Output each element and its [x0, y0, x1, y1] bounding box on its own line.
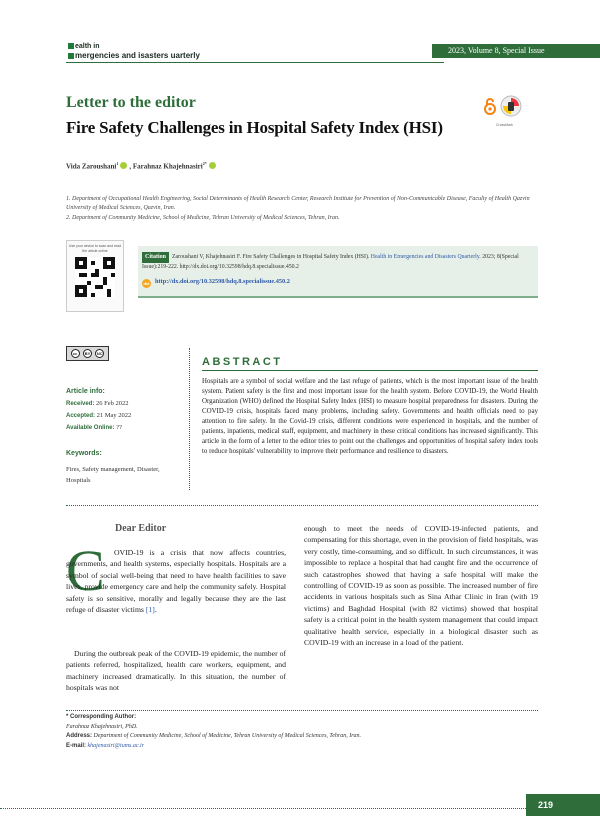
journal-logo-line1: ealth in	[75, 43, 100, 50]
bottom-rule	[0, 808, 526, 809]
info-divider	[189, 348, 190, 490]
article-type: Letter to the editor	[66, 94, 196, 111]
citation-journal-link[interactable]: Health in Emergencies and Disasters Quarterly	[370, 254, 480, 260]
accepted-line	[66, 412, 131, 419]
dropcap: C	[66, 538, 105, 603]
qr-caption: Use your device to scan and read the article online	[68, 244, 122, 253]
citation-main: Zaroushani V, Khajehnasiri F. Fire Safety Challenges in Hospital Safety Index (HSI).	[172, 254, 371, 260]
doi-icon: doi	[143, 281, 150, 286]
received-date: 26 Feb 2022	[95, 400, 129, 407]
abstract-title: ABSTRACT	[202, 356, 283, 368]
citation-box	[138, 246, 538, 298]
journal-logo	[68, 42, 200, 60]
cc-icon: cc	[71, 349, 80, 358]
abstract-rule	[202, 370, 538, 371]
orcid-icon[interactable]	[120, 162, 127, 169]
p1-text: OVID-19 is a crisis that now affects countries, governments, and health systems, especially hospitals. Hospitals are a symbol of social well-being that need to have health facilities to save lives, provide emergency care and help the community safely. Hospital safety is so sensitive, morally and legally because they are the last refuge of disaster victims	[66, 548, 286, 615]
footnote-rule	[66, 710, 538, 711]
author-2: Farahnaz Khajehnasiri	[132, 162, 203, 171]
journal-logo-line2: mergencies and isasters uarterly	[75, 51, 200, 60]
header-rule	[66, 62, 444, 63]
p1-end: .	[154, 605, 157, 615]
address-label: Address:	[66, 733, 93, 739]
author-separator: ,	[129, 162, 133, 171]
orcid-icon[interactable]	[209, 162, 216, 169]
by-icon: BY	[84, 351, 91, 356]
body-paragraph-1	[66, 547, 286, 615]
abstract-text: Hospitals are a symbol of social welfare and the last refuge of patients, which is the most important issue of the health system. Patient safety is the first and most important issue for the health system. Before COVID-19, the World Health Organization (WHO) defined the Hospital Safety Index (HSI) to measure hospital preparedness for disasters. During the COVID-19 crisis, hospitals faced many problems, including safety. Governments and health officials need to pay attention to fire safety. In the Covid-19 crisis, different conditions were experienced in hospitals, and the number of patients, inpatients, medical staff, equipment, and machinery in these critical conditions has increased significantly. This article in the form of a letter to the editor tries to point out the challenges and opportunities of hospital safety index tools to reduce hospitals' vulnerability to improve their performance and resilience to disasters.	[202, 378, 538, 455]
author-1-sup: 1	[116, 161, 119, 166]
email-label: E-mail:	[66, 742, 87, 749]
issue-banner: 2023, Volume 8, Special Issue	[432, 44, 600, 58]
corresponding-name: Farahnaz Khajehnasiri, PhD.	[66, 723, 138, 730]
qr-code-box	[66, 240, 124, 312]
online-date: ??	[116, 424, 122, 431]
keywords-heading: Keywords:	[66, 450, 102, 457]
doi-line	[142, 278, 290, 288]
nc-icon: NC	[96, 351, 103, 356]
online-label: Available Online:	[66, 425, 115, 431]
page-number: 219	[526, 794, 600, 816]
citation-rest: . 2023; 8(Special Issue):219-222. http://dx.doi.org/10.32598/hdq.8.specialissue.450.2	[142, 254, 519, 270]
corresponding-label: * Corresponding Author:	[66, 714, 137, 720]
citation-label: Citation	[142, 252, 169, 263]
affiliation-2: 2. Department of Community Medicine, School of Medicine, Tehran University of Medical Sciences, Tehran, Iran.	[66, 215, 340, 221]
online-line	[66, 424, 122, 431]
doi-link[interactable]: http://dx.doi.org/10.32598/hdq.8.specialissue.450.2	[155, 278, 290, 285]
email-link[interactable]: khajenasiri@tums.ac.ir	[87, 742, 145, 749]
corresponding-author	[66, 713, 538, 751]
open-access-icon	[483, 97, 497, 115]
body-paragraph-2: During the outbreak peak of the COVID-19 epidemic, the number of patients referred, hospitalized, health care workers, equipment, and machinery increased dramatically. In this situation, the number of hospitals was not	[66, 649, 286, 693]
reference-link[interactable]: [1]	[145, 605, 155, 615]
received-line	[66, 400, 128, 407]
keywords-text: Fires, Safety management, Disaster, Hospitals	[66, 466, 160, 484]
affiliation-1: 1. Department of Occupational Health Engineering, Social Determinants of Health Research Center, Research Institute for Prevention of Non-Communicable Disease, Faculty of Health Qazvin University of Medical Sciences, Qazvin, Iran.	[66, 196, 530, 211]
accepted-date: 21 May 2022	[96, 412, 132, 419]
qr-code-icon[interactable]	[75, 257, 115, 297]
authors	[66, 161, 218, 170]
article-info-heading: Article info:	[66, 388, 105, 395]
article-title: Fire Safety Challenges in Hospital Safety Index (HSI)	[66, 118, 443, 137]
crossmark-label: CrossMark	[496, 123, 513, 127]
address-text: Department of Community Medicine, School of Medicine, Tehran University of Medical Sciences, Tehran, Iran.	[93, 733, 362, 739]
author-1: Vida Zaroushani	[66, 162, 117, 171]
cc-license-badge[interactable]	[66, 346, 109, 361]
section-rule	[66, 505, 538, 506]
received-label: Received:	[66, 401, 95, 407]
body-right-column: enough to meet the needs of COVID-19-infected patients, and compensating for this shortage, even in the provision of field hospitals, was very costly, time-consuming, and so difficult. In such circumstances, it was impossible to replace a hospital that had caught fire and the occurrence of such catastrophes showed that having a safe hospital will make the controlling of COVID-19 as soon as possible. The increased number of fire accidents in various hospitals such as Sina Athar Clinic in Iran (with 19 victims) and Baghdad Hospital (with 82 victims) showed that hospital safety is a critical point in the health system management that could impact qualitative health service, especially in a biological disaster such as COVID-19 with an increase in a load of the patient.	[304, 524, 538, 648]
accepted-label: Accepted:	[66, 413, 96, 419]
author-2-sup: 2*	[202, 161, 207, 166]
body-heading: Dear Editor	[115, 523, 167, 534]
citation-text	[142, 252, 534, 272]
crossmark-icon[interactable]	[500, 95, 522, 123]
